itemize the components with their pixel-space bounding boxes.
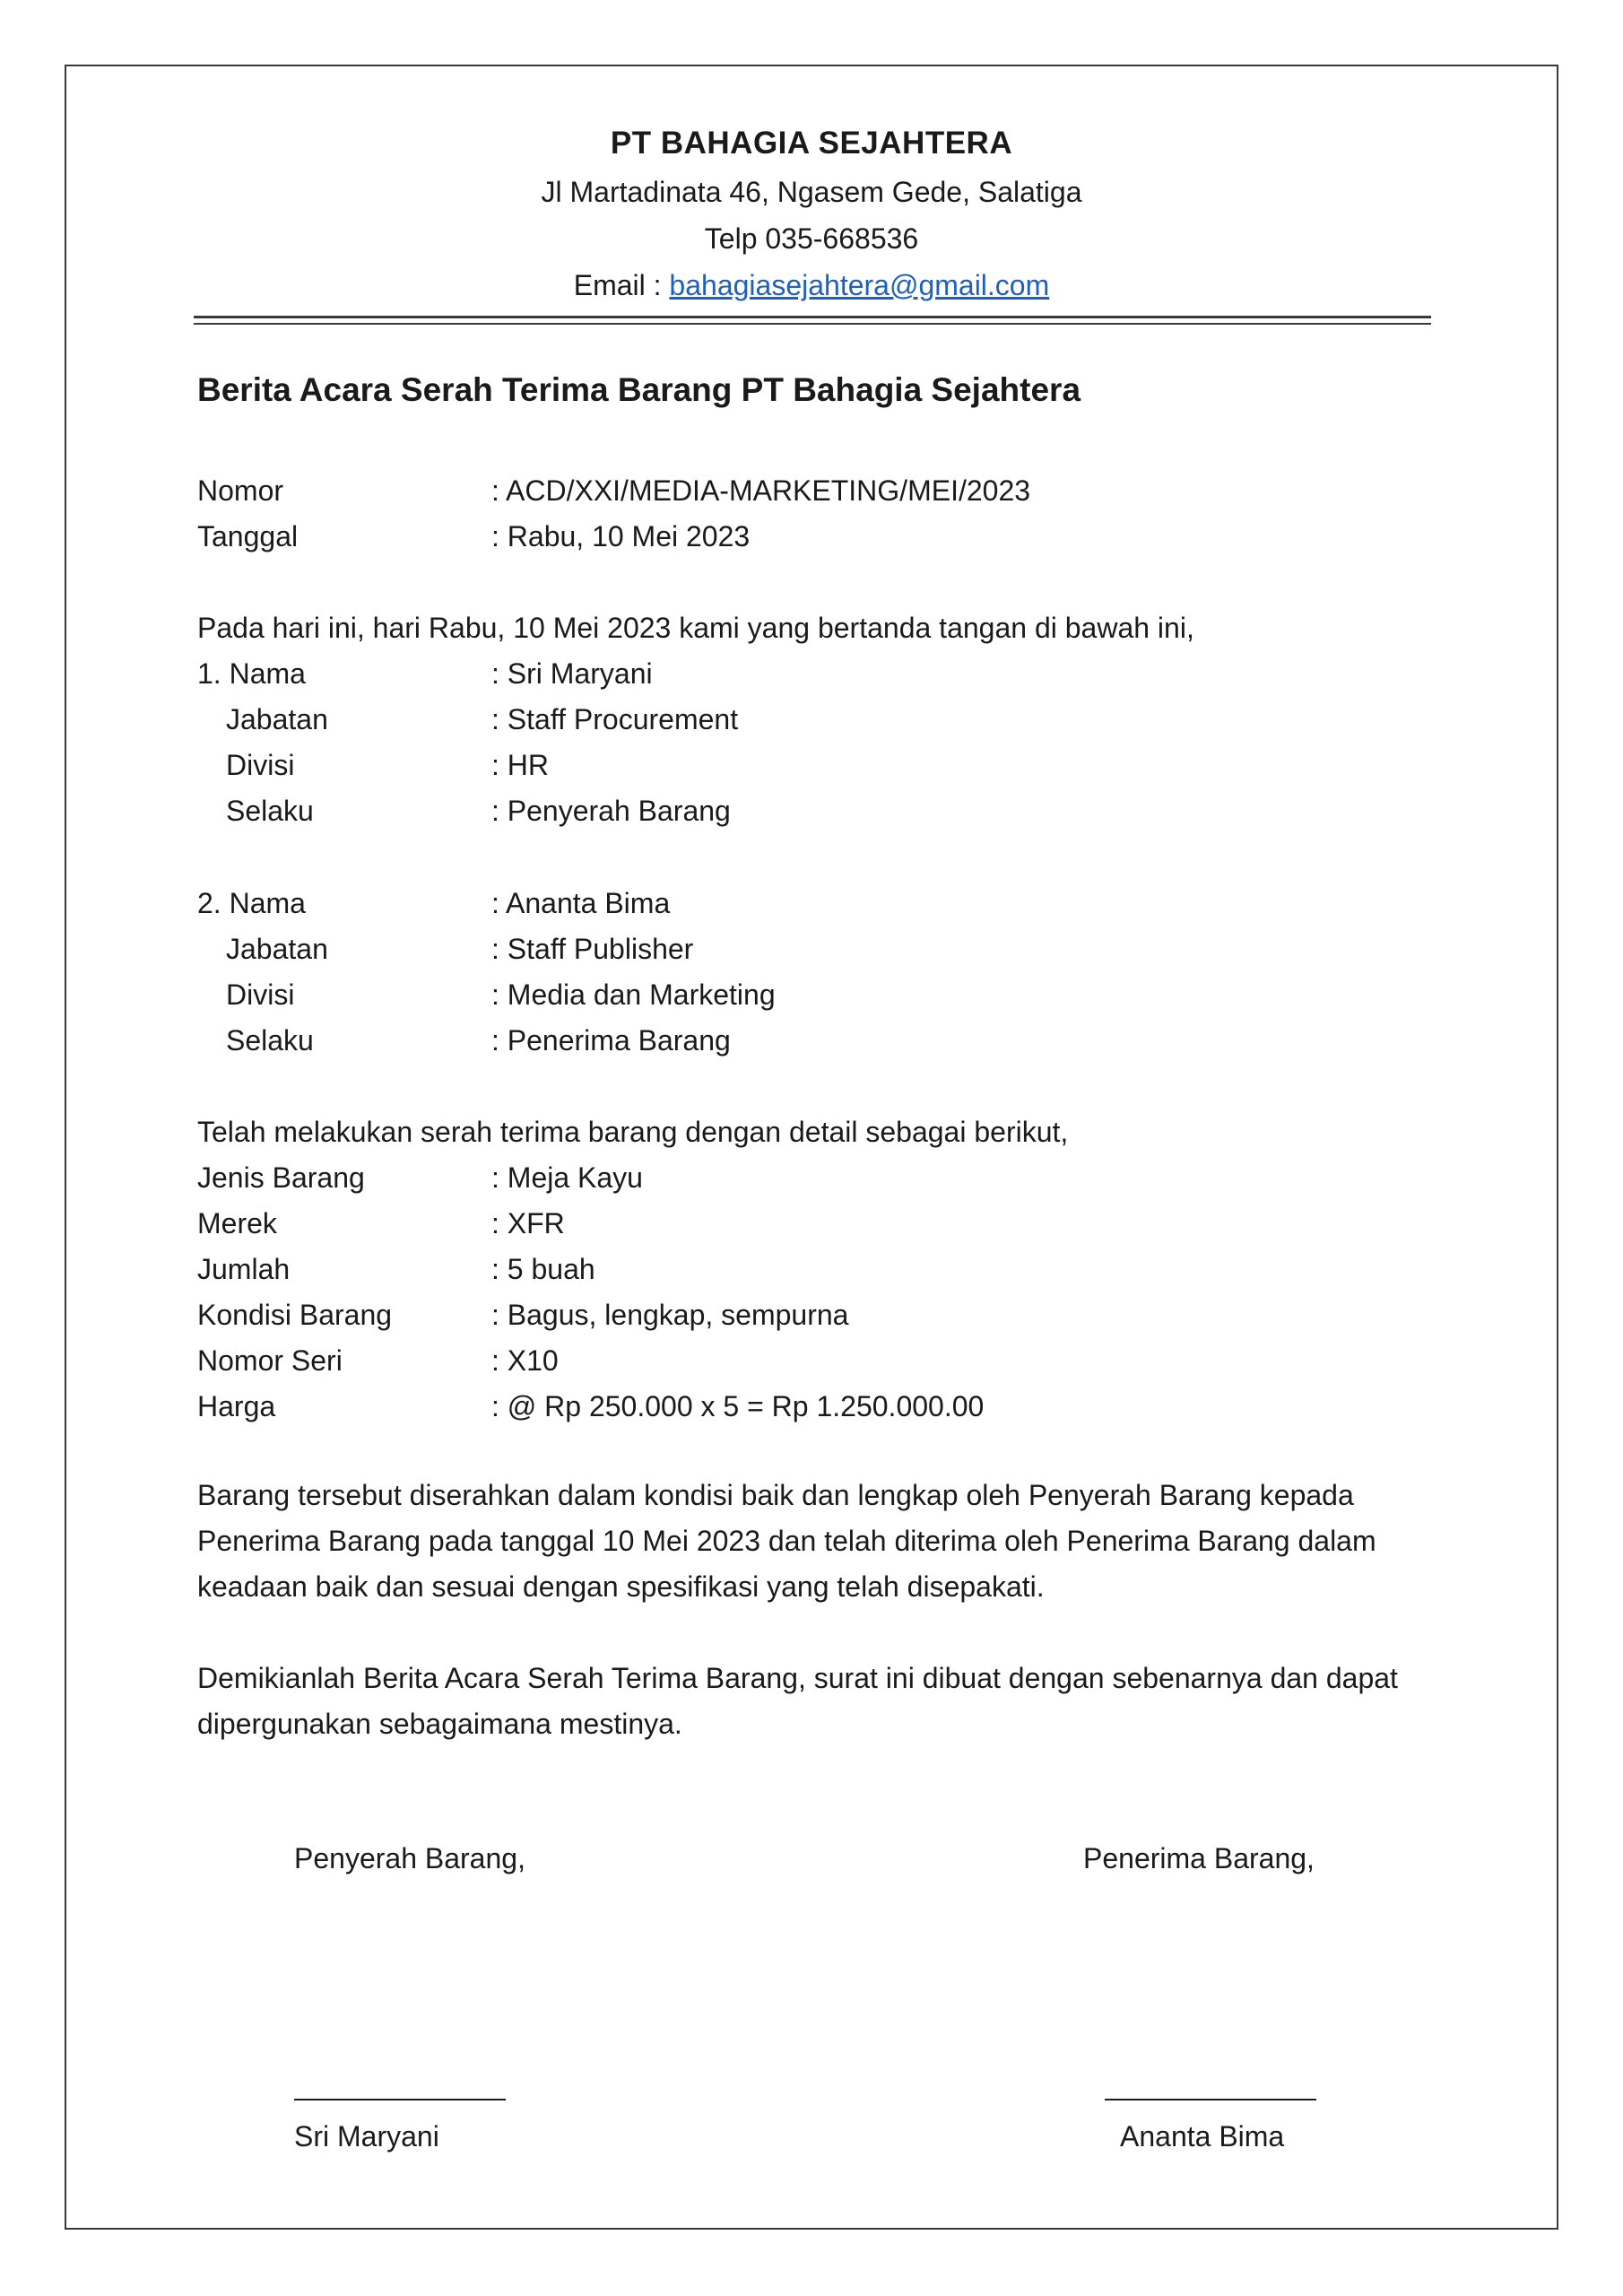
jumlah-label: Jumlah (197, 1253, 291, 1285)
nomor-label: Nomor (197, 474, 284, 507)
tanggal-label: Tanggal (197, 520, 299, 552)
party2-jabatan-value: : Staff Publisher (491, 933, 694, 965)
party1-jabatan-value: : Staff Procurement (491, 703, 739, 735)
kondisi-label: Kondisi Barang (197, 1299, 393, 1331)
paragraph-closing: Demikianlah Berita Acara Serah Terima Barang, surat ini dibuat dengan sebenarnya dan dapat dipergunakan sebagaimana mestinya. (197, 1662, 1398, 1740)
jumlah-value: : 5 buah (491, 1253, 595, 1285)
party1-nama-label: 1. Nama (197, 657, 306, 690)
party2-nama-label: 2. Nama (197, 887, 306, 919)
party2-divisi-label: Divisi (226, 978, 295, 1011)
party1-nama-value: : Sri Maryani (491, 657, 653, 690)
paragraph-handover: Barang tersebut diserahkan dalam kondisi baik dan lengkap oleh Penyerah Barang kepada Penerima Barang pada tanggal 10 Mei 2023 dan telah diterima oleh Penerima Barang dalam keadaan baik dan sesuai dengan spesifikasi yang telah disepakati. (197, 1479, 1376, 1603)
nomor-seri-label: Nomor Seri (197, 1344, 343, 1377)
tanggal-value: : Rabu, 10 Mei 2023 (491, 520, 751, 552)
header-divider-bottom (194, 323, 1431, 325)
party2-nama-value: : Ananta Bima (491, 887, 671, 919)
email-link[interactable]: bahagiasejahtera@gmail.com (669, 269, 1050, 301)
company-address: Jl Martadinata 46, Ngasem Gede, Salatiga (541, 176, 1082, 208)
merek-label: Merek (197, 1207, 277, 1239)
jenis-label: Jenis Barang (197, 1161, 365, 1194)
party1-jabatan-label: Jabatan (226, 703, 328, 735)
document-title: Berita Acara Serah Terima Barang PT Bahagia Sejahtera (197, 371, 1081, 408)
party1-divisi-label: Divisi (226, 749, 295, 781)
signature-right-name: Ananta Bima (1120, 2120, 1285, 2152)
party1-selaku-label: Selaku (226, 795, 314, 827)
signature-left-label: Penyerah Barang, (294, 1842, 525, 1874)
party2-selaku-value: : Penerima Barang (491, 1024, 731, 1057)
nomor-value: : ACD/XXI/MEDIA-MARKETING/MEI/2023 (491, 474, 1031, 507)
harga-value: : @ Rp 250.000 x 5 = Rp 1.250.000.00 (491, 1390, 985, 1422)
goods-intro: Telah melakukan serah terima barang dengan detail sebagai berikut, (197, 1116, 1069, 1148)
party2-divisi-value: : Media dan Marketing (491, 978, 776, 1011)
email-label: Email : (573, 269, 670, 301)
signature-left-name: Sri Maryani (294, 2120, 439, 2152)
intro-text: Pada hari ini, hari Rabu, 10 Mei 2023 kami yang bertanda tangan di bawah ini, (197, 612, 1194, 644)
party1-divisi-value: : HR (491, 749, 549, 781)
signature-right-label: Penerima Barang, (1083, 1842, 1315, 1874)
party1-selaku-value: : Penyerah Barang (491, 795, 731, 827)
jenis-value: : Meja Kayu (491, 1161, 643, 1194)
party2-jabatan-label: Jabatan (226, 933, 328, 965)
header-divider-top (194, 316, 1431, 318)
party2-selaku-label: Selaku (226, 1024, 314, 1057)
kondisi-value: : Bagus, lengkap, sempurna (491, 1299, 849, 1331)
signature-left-line (294, 2099, 506, 2100)
company-phone: Telp 035-668536 (704, 222, 919, 255)
harga-label: Harga (197, 1390, 276, 1422)
company-email-line (0, 269, 1623, 302)
merek-value: : XFR (491, 1207, 565, 1239)
company-name: PT BAHAGIA SEJAHTERA (610, 126, 1013, 161)
nomor-seri-value: : X10 (491, 1344, 559, 1377)
signature-right-line (1105, 2099, 1316, 2100)
